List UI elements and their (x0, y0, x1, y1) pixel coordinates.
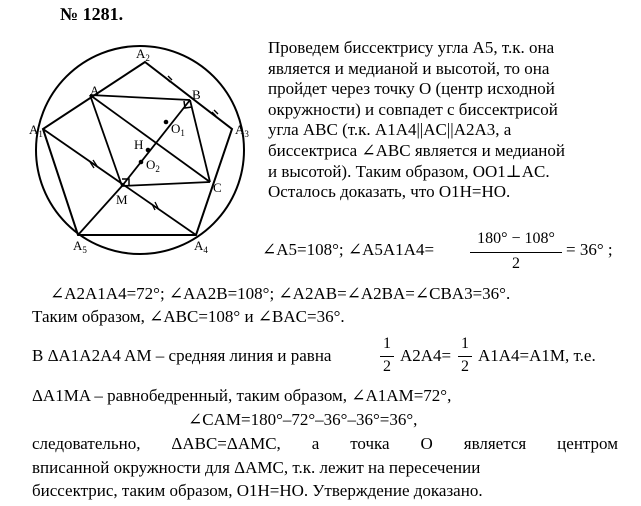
text-line: угла ABC (т.к. A1A4||AC||A2A3, а (268, 120, 512, 140)
fraction-denominator: 2 (461, 358, 469, 375)
fraction-numerator: 1 (461, 335, 469, 352)
problem-number: № 1281. (60, 4, 124, 24)
label-a4: $A_4$ (194, 238, 208, 255)
word: следовательно, (32, 434, 141, 453)
isosceles-line: ΔA1MA – равнобедренный, таким образом, ∠A1AM=72°, (32, 386, 452, 405)
word: центром (557, 434, 618, 453)
point-o2 (139, 160, 144, 165)
text-line: и высотой). Таким образом, OO1⊥AC. (268, 161, 550, 181)
word: точка (350, 434, 390, 453)
half-fraction-1 (380, 335, 394, 377)
geometry-figure (20, 40, 270, 265)
angles-line: ∠A2A1A4=72°; ∠AA2B=108°; ∠A2AB=∠A2BA=∠CBA3=36°. (50, 284, 511, 303)
text-line: Осталось доказать, что O1H=HO. (268, 182, 511, 202)
label-m: M (116, 192, 128, 207)
point-o1 (164, 120, 169, 125)
angle-cam-line: ∠CAM=180°–72°–36°–36°=36°, (188, 410, 418, 429)
label-a2: $A_2$ (136, 46, 150, 63)
equation-left: ∠A5=108°; ∠A5A1A4= (262, 240, 435, 259)
label-b: B (192, 87, 201, 102)
text-line: пройдет через точку O (центр исходной (268, 79, 555, 99)
word: является (463, 434, 527, 453)
midline-text-3: A1A4=A1M, т.е. (478, 346, 596, 365)
label-o2: $O_2$ (146, 157, 160, 174)
fraction-numerator: 1 (383, 335, 391, 352)
label-a1: $A_1$ (29, 122, 43, 139)
midline-text-2: A2A4= (400, 346, 452, 365)
label-o1: $O_1$ (171, 121, 185, 138)
text-line: окружности) и совпадет с биссектрисой (268, 99, 558, 119)
summary-line: Таким образом, ∠ABC=108° и ∠BAC=36°. (32, 307, 345, 326)
label-h: H (134, 137, 144, 152)
label-a3: $A_3$ (235, 122, 249, 139)
text-line: является и медианой и высотой, то она (268, 58, 550, 78)
word: O (420, 434, 433, 453)
conclusion-line-3: биссектрис, таким образом, O1H=HO. Утверждение доказано. (32, 481, 483, 500)
equation-fraction (470, 230, 562, 274)
point-h (146, 148, 151, 153)
text-line: Проведем биссектрису угла A5, т.к. она (268, 38, 555, 57)
fraction-bar (470, 252, 562, 253)
conclusion-line-2: вписанной окружности для ΔAMC, т.к. лежит на пересечении (32, 458, 481, 477)
midline-text-1: В ΔA1A2A4 AM – средняя линия и равна (32, 346, 332, 365)
equation-right: = 36° ; (566, 240, 613, 259)
fraction-denominator: 2 (383, 358, 391, 375)
fraction-denominator: 2 (512, 255, 520, 272)
label-a5: $A_5$ (73, 238, 87, 255)
word: ΔABC=ΔAMC, (171, 434, 281, 453)
word: а (311, 434, 320, 453)
fraction-numerator: 180° − 108° (477, 230, 555, 247)
construction-lines (43, 95, 210, 235)
half-fraction-2 (458, 335, 472, 377)
text-line: биссектриса ∠ABC является и медианой (268, 140, 565, 160)
explanation-paragraph (268, 38, 638, 203)
label-a: A (90, 83, 100, 98)
fraction-bar (458, 356, 472, 357)
conclusion-line-1 (32, 434, 618, 454)
fraction-bar (380, 356, 394, 357)
label-c: C (213, 180, 222, 195)
